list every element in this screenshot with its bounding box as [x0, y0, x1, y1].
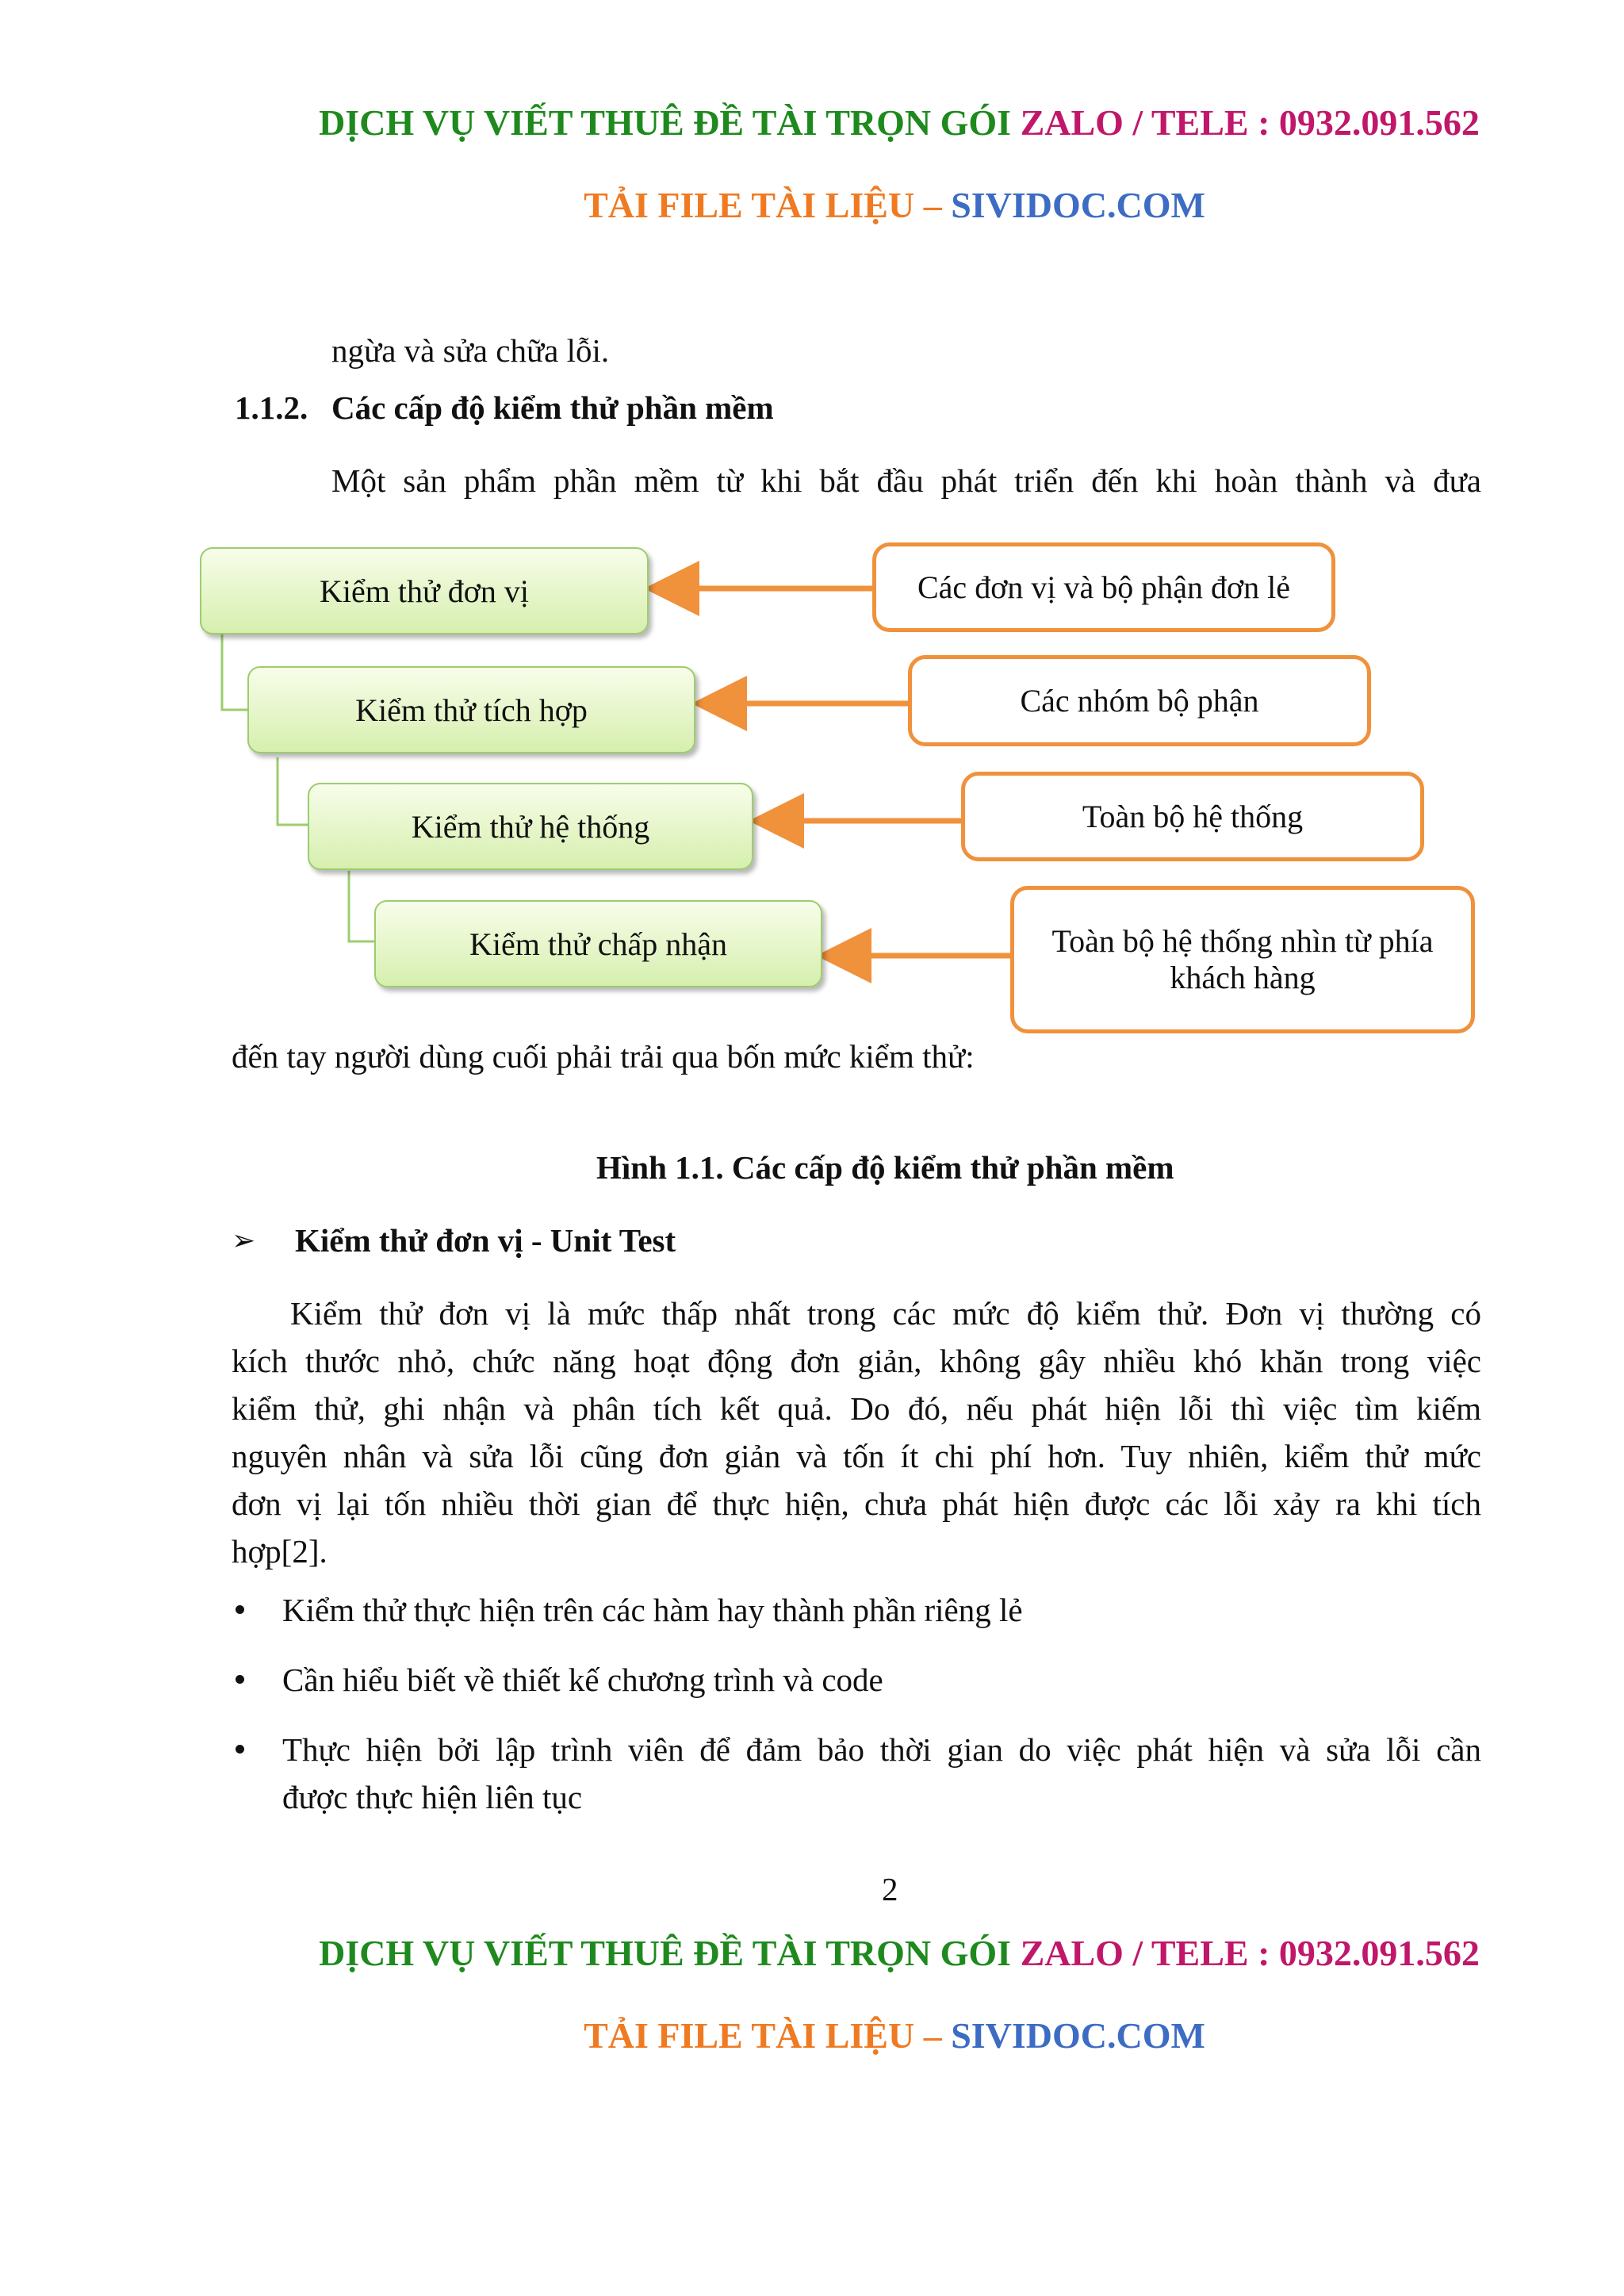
scope-customer-view-line1: Toàn bộ hệ thống nhìn từ phía	[1051, 923, 1434, 959]
bullet-dot-icon	[236, 1605, 244, 1614]
paragraph-line: hợp[2].	[232, 1533, 327, 1570]
connector-unit-integration	[222, 634, 247, 710]
section-number: 1.1.2.	[235, 389, 308, 426]
bullet-item: Thực hiện bởi lập trình viên để đảm bảo thời gian do việc phát hiện và sửa lỗi cần	[282, 1731, 1481, 1768]
footer-site-link[interactable]: SIVIDOC.COM	[951, 2015, 1205, 2056]
intro-line: Một sản phẩm phần mềm từ khi bắt đầu phát triển đến khi hoàn thành và đưa	[331, 462, 1481, 499]
level-acceptance: Kiểm thử chấp nhận	[374, 900, 822, 987]
footer-download-banner	[82, 2014, 1624, 2056]
scope-customer-view	[1010, 886, 1475, 1033]
paragraph-line: kích thước nhỏ, chức năng hoạt động đơn giản, không gây nhiều khó khăn trong việc	[232, 1343, 1481, 1379]
header-dash: –	[923, 185, 942, 225]
header-site-link[interactable]: SIVIDOC.COM	[951, 185, 1205, 225]
header-service-text: DỊCH VỤ VIẾT THUÊ ĐỀ TÀI TRỌN GÓI	[319, 102, 1012, 143]
level-integration: Kiểm thử tích hợp	[247, 666, 695, 753]
footer-dash: –	[923, 2015, 942, 2056]
continuation-text: ngừa và sửa chữa lỗi.	[331, 332, 610, 369]
bullet-dot-icon	[236, 1745, 244, 1754]
scope-single-units: Các đơn vị và bộ phận đơn lẻ	[872, 542, 1335, 632]
paragraph-line: kiểm thử, ghi nhận và phân tích kết quả. Do đó, nếu phát hiện lỗi thì việc tìm kiếm	[232, 1390, 1481, 1427]
subheading-arrow-icon: ➢	[232, 1225, 256, 1256]
scope-component-groups: Các nhóm bộ phận	[908, 655, 1371, 746]
page-number: 2	[882, 1871, 898, 1907]
bullet-item: Kiểm thử thực hiện trên các hàm hay thành phần riêng lẻ	[282, 1592, 1023, 1628]
paragraph-line: Kiểm thử đơn vị là mức thấp nhất trong các mức độ kiểm thử. Đơn vị thường có	[290, 1295, 1481, 1332]
after-diagram-text: đến tay người dùng cuối phải trải qua bốn mức kiểm thử:	[232, 1038, 975, 1075]
footer-service-banner	[87, 1932, 1624, 1974]
subheading-unit-test: Kiểm thử đơn vị - Unit Test	[295, 1222, 676, 1259]
footer-download-text: TẢI FILE TÀI LIỆU	[584, 2015, 915, 2056]
header-contact-text: ZALO / TELE : 0932.091.562	[1020, 102, 1480, 143]
scope-customer-view-line2: khách hàng	[1170, 960, 1316, 995]
bullet-dot-icon	[236, 1675, 244, 1684]
paragraph-line: nguyên nhân và sửa lỗi cũng đơn giản và tốn ít chi phí hơn. Tuy nhiên, kiểm thử mức	[232, 1438, 1481, 1474]
bullet-item: Cần hiểu biết về thiết kế chương trình và code	[282, 1662, 883, 1698]
connector-system-acceptance	[349, 871, 374, 941]
header-download-text: TẢI FILE TÀI LIỆU	[584, 185, 915, 225]
scope-whole-system: Toàn bộ hệ thống	[961, 772, 1424, 861]
level-unit: Kiểm thử đơn vị	[200, 547, 649, 634]
bullet-item-continuation: được thực hiện liên tục	[282, 1779, 583, 1815]
figure-caption: Hình 1.1. Các cấp độ kiểm thử phần mềm	[596, 1149, 1174, 1186]
connector-integration-system	[278, 757, 308, 825]
footer-contact-text: ZALO / TELE : 0932.091.562	[1020, 1933, 1480, 1973]
section-title: Các cấp độ kiểm thử phần mềm	[331, 389, 774, 426]
level-system: Kiểm thử hệ thống	[308, 783, 753, 870]
paragraph-line: đơn vị lại tốn nhiều thời gian để thực hiện, chưa phát hiện được các lỗi xảy ra khi tích	[232, 1485, 1481, 1522]
footer-service-text: DỊCH VỤ VIẾT THUÊ ĐỀ TÀI TRỌN GÓI	[319, 1933, 1012, 1973]
